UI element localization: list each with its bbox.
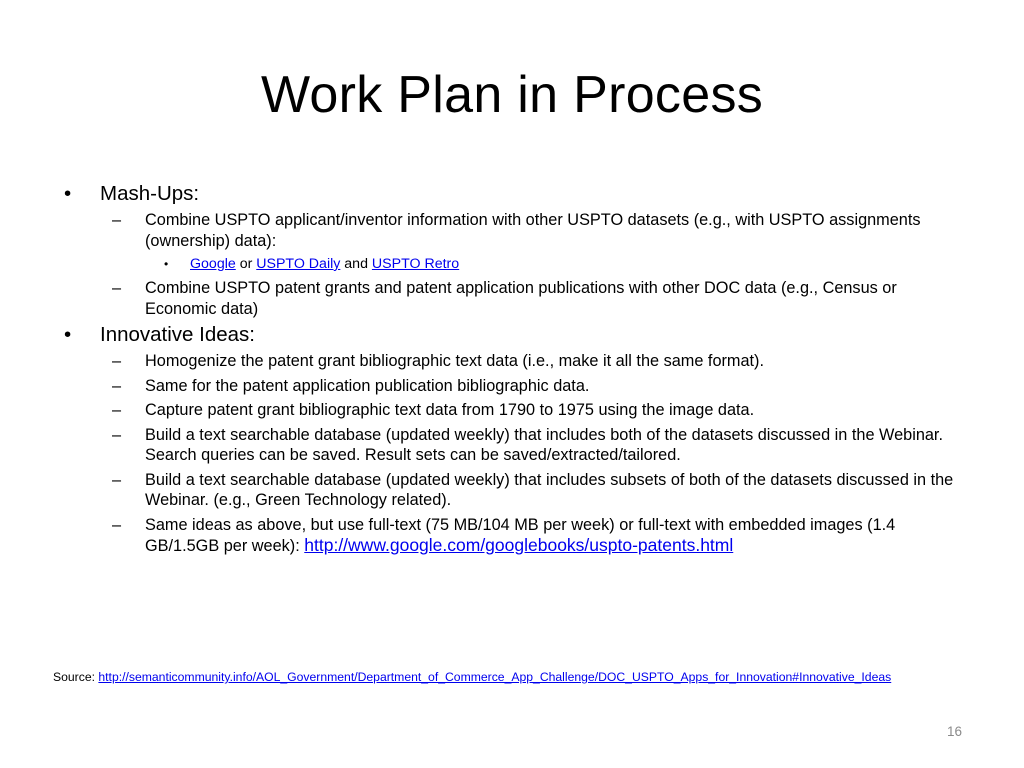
mash-ups-heading: Mash-Ups: xyxy=(100,182,200,205)
and-text: and xyxy=(340,256,372,272)
slide-title: Work Plan in Process xyxy=(260,66,764,124)
bullet-icon: • xyxy=(64,182,72,205)
innovative-ideas-heading: Innovative Ideas: xyxy=(100,323,255,346)
google-link[interactable]: Google xyxy=(190,256,236,272)
ideas-item-6 xyxy=(60,515,960,557)
bullet-icon: • xyxy=(64,323,72,346)
mash-ups-item-1 xyxy=(60,210,960,251)
dash-icon: – xyxy=(112,279,122,297)
source-label: Source: xyxy=(53,670,99,684)
mash-ups-item-2 xyxy=(60,278,960,319)
source-link[interactable]: http://semanticommunity.info/AOL_Government/Department_of_Commerce_App_Challenge/DOC_USPTO_Apps_for_Innovation#Innovative_Ideas xyxy=(98,670,892,684)
ideas-item-2-text: Same for the patent application publication bibliographic data. xyxy=(145,376,590,395)
mash-ups-item-2-text: Combine USPTO patent grants and patent application publications with other DOC data (e.g., Census or Economic data) xyxy=(145,279,897,318)
dash-icon: – xyxy=(112,515,122,534)
page-number: 16 xyxy=(946,724,962,739)
slide-content xyxy=(60,182,960,561)
ideas-item-4-text: Build a text searchable database (updated weekly) that includes both of the datasets discussed in the Webinar. Search queries can be saved. Result sets can be saved/extracted/tailored. xyxy=(145,425,943,464)
dash-icon: – xyxy=(112,425,122,444)
ideas-item-5 xyxy=(60,470,960,511)
ideas-item-1 xyxy=(60,351,960,372)
source-line xyxy=(53,669,891,685)
mash-ups-item-1-text: Combine USPTO applicant/inventor information with other USPTO datasets (e.g., with USPTO assignments (ownership) data): xyxy=(145,211,921,250)
small-bullet-icon: • xyxy=(164,257,169,271)
uspto-retro-link[interactable]: USPTO Retro xyxy=(371,256,460,272)
google-books-link[interactable]: http://www.google.com/googlebooks/uspto-patents.html xyxy=(304,535,734,555)
ideas-item-4 xyxy=(60,425,960,466)
bullet-mash-ups xyxy=(60,182,960,206)
dash-icon: – xyxy=(112,401,122,419)
ideas-item-3-text: Capture patent grant bibliographic text data from 1790 to 1975 using the image data. xyxy=(145,401,755,419)
dash-icon: – xyxy=(112,470,122,489)
ideas-item-6-text: Same ideas as above, but use full-text (75 MB/104 MB per week) or full-text with embedded images (1.4 GB/1.5GB per week): xyxy=(145,515,896,555)
dash-icon: – xyxy=(112,211,122,229)
ideas-item-3 xyxy=(60,400,960,421)
dash-icon: – xyxy=(112,376,122,395)
ideas-item-5-text: Build a text searchable database (updated weekly) that includes subsets of both of the datasets discussed in the Webinar. (e.g., Green Technology related). xyxy=(145,470,954,509)
bullet-innovative-ideas xyxy=(60,323,960,347)
or-text: or xyxy=(235,256,257,272)
dash-icon: – xyxy=(112,352,122,370)
ideas-item-1-text: Homogenize the patent grant bibliographic text data (i.e., make it all the same format). xyxy=(145,352,765,370)
uspto-daily-link[interactable]: USPTO Daily xyxy=(256,256,341,272)
ideas-item-2 xyxy=(60,376,960,397)
mash-ups-links xyxy=(60,255,960,273)
